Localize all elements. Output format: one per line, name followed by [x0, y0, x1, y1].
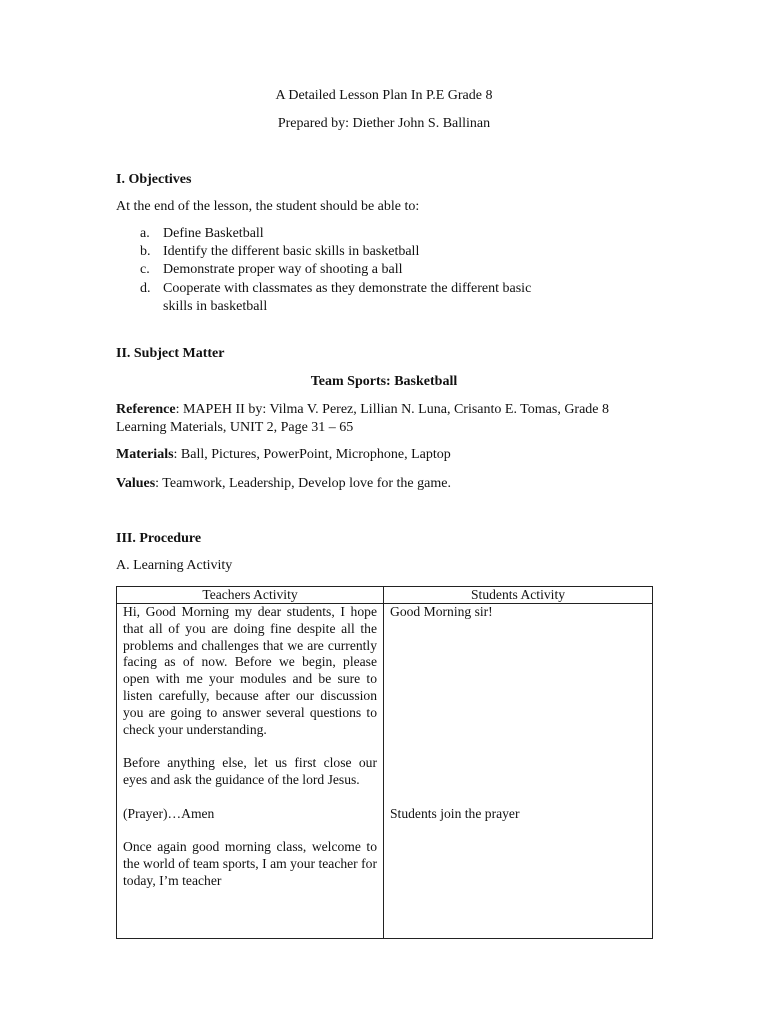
learning-activity-table — [116, 586, 653, 939]
teachers-activity-cell — [117, 604, 384, 939]
values-line: Values: Teamwork, Leadership, Develop love for the game. — [116, 476, 451, 491]
objectives-intro: At the end of the lesson, the student should be able to: — [116, 199, 420, 214]
subject-matter-heading: II. Subject Matter — [116, 346, 225, 361]
materials-line: Materials: Ball, Pictures, PowerPoint, Microphone, Laptop — [116, 447, 451, 462]
list-item: c. Demonstrate proper way of shooting a ball — [140, 262, 403, 278]
learning-activity-heading: A. Learning Activity — [116, 558, 233, 573]
objectives-heading: I. Objectives — [116, 172, 192, 187]
students-activity-cell — [384, 604, 653, 939]
list-item: a. Define Basketball — [140, 226, 264, 241]
table-header-row — [117, 587, 653, 604]
topic-title: Team Sports: Basketball — [310, 374, 458, 389]
list-item: b. Identify the different basic skills in basketball — [140, 244, 420, 260]
teacher-paragraph: Once again good morning class, welcome to the world of team sports, I am your teacher for today, I’m teacher — [123, 839, 377, 888]
reference-line: Reference: MAPEH II by: Vilma V. Perez, Lillian N. Luna, Crisanto E. Tomas, Grade 8 Learning Materials, UNIT 2, Page 31 – 65 — [116, 402, 610, 436]
teacher-paragraph: Before anything else, let us first close our eyes and ask the guidance of the lord Jesus. — [123, 755, 377, 787]
list-item: d. Cooperate with classmates as they demonstrate the different basic skills in basketball — [140, 280, 532, 314]
prepared-by: Prepared by: Diether John S. Ballinan — [277, 116, 491, 131]
column-header-students: Students Activity — [384, 587, 653, 604]
teacher-paragraph: Hi, Good Morning my dear students, I hope that all of you are doing fine despite all the problems and challenges that we are currently facing as of now. Before we begin, please open with me your modules and be sure to listen carefully, because after our discussion you are going to answer several questions to check your understanding. — [123, 604, 377, 737]
document-title: A Detailed Lesson Plan In P.E Grade 8 — [275, 88, 493, 103]
teacher-paragraph: (Prayer)…Amen — [123, 805, 215, 821]
table-row — [117, 604, 653, 939]
student-response: Good Morning sir! — [390, 604, 493, 619]
column-header-teachers: Teachers Activity — [117, 587, 384, 604]
procedure-heading: III. Procedure — [116, 531, 202, 546]
student-response: Students join the prayer — [390, 805, 520, 821]
objectives-list — [116, 225, 623, 316]
